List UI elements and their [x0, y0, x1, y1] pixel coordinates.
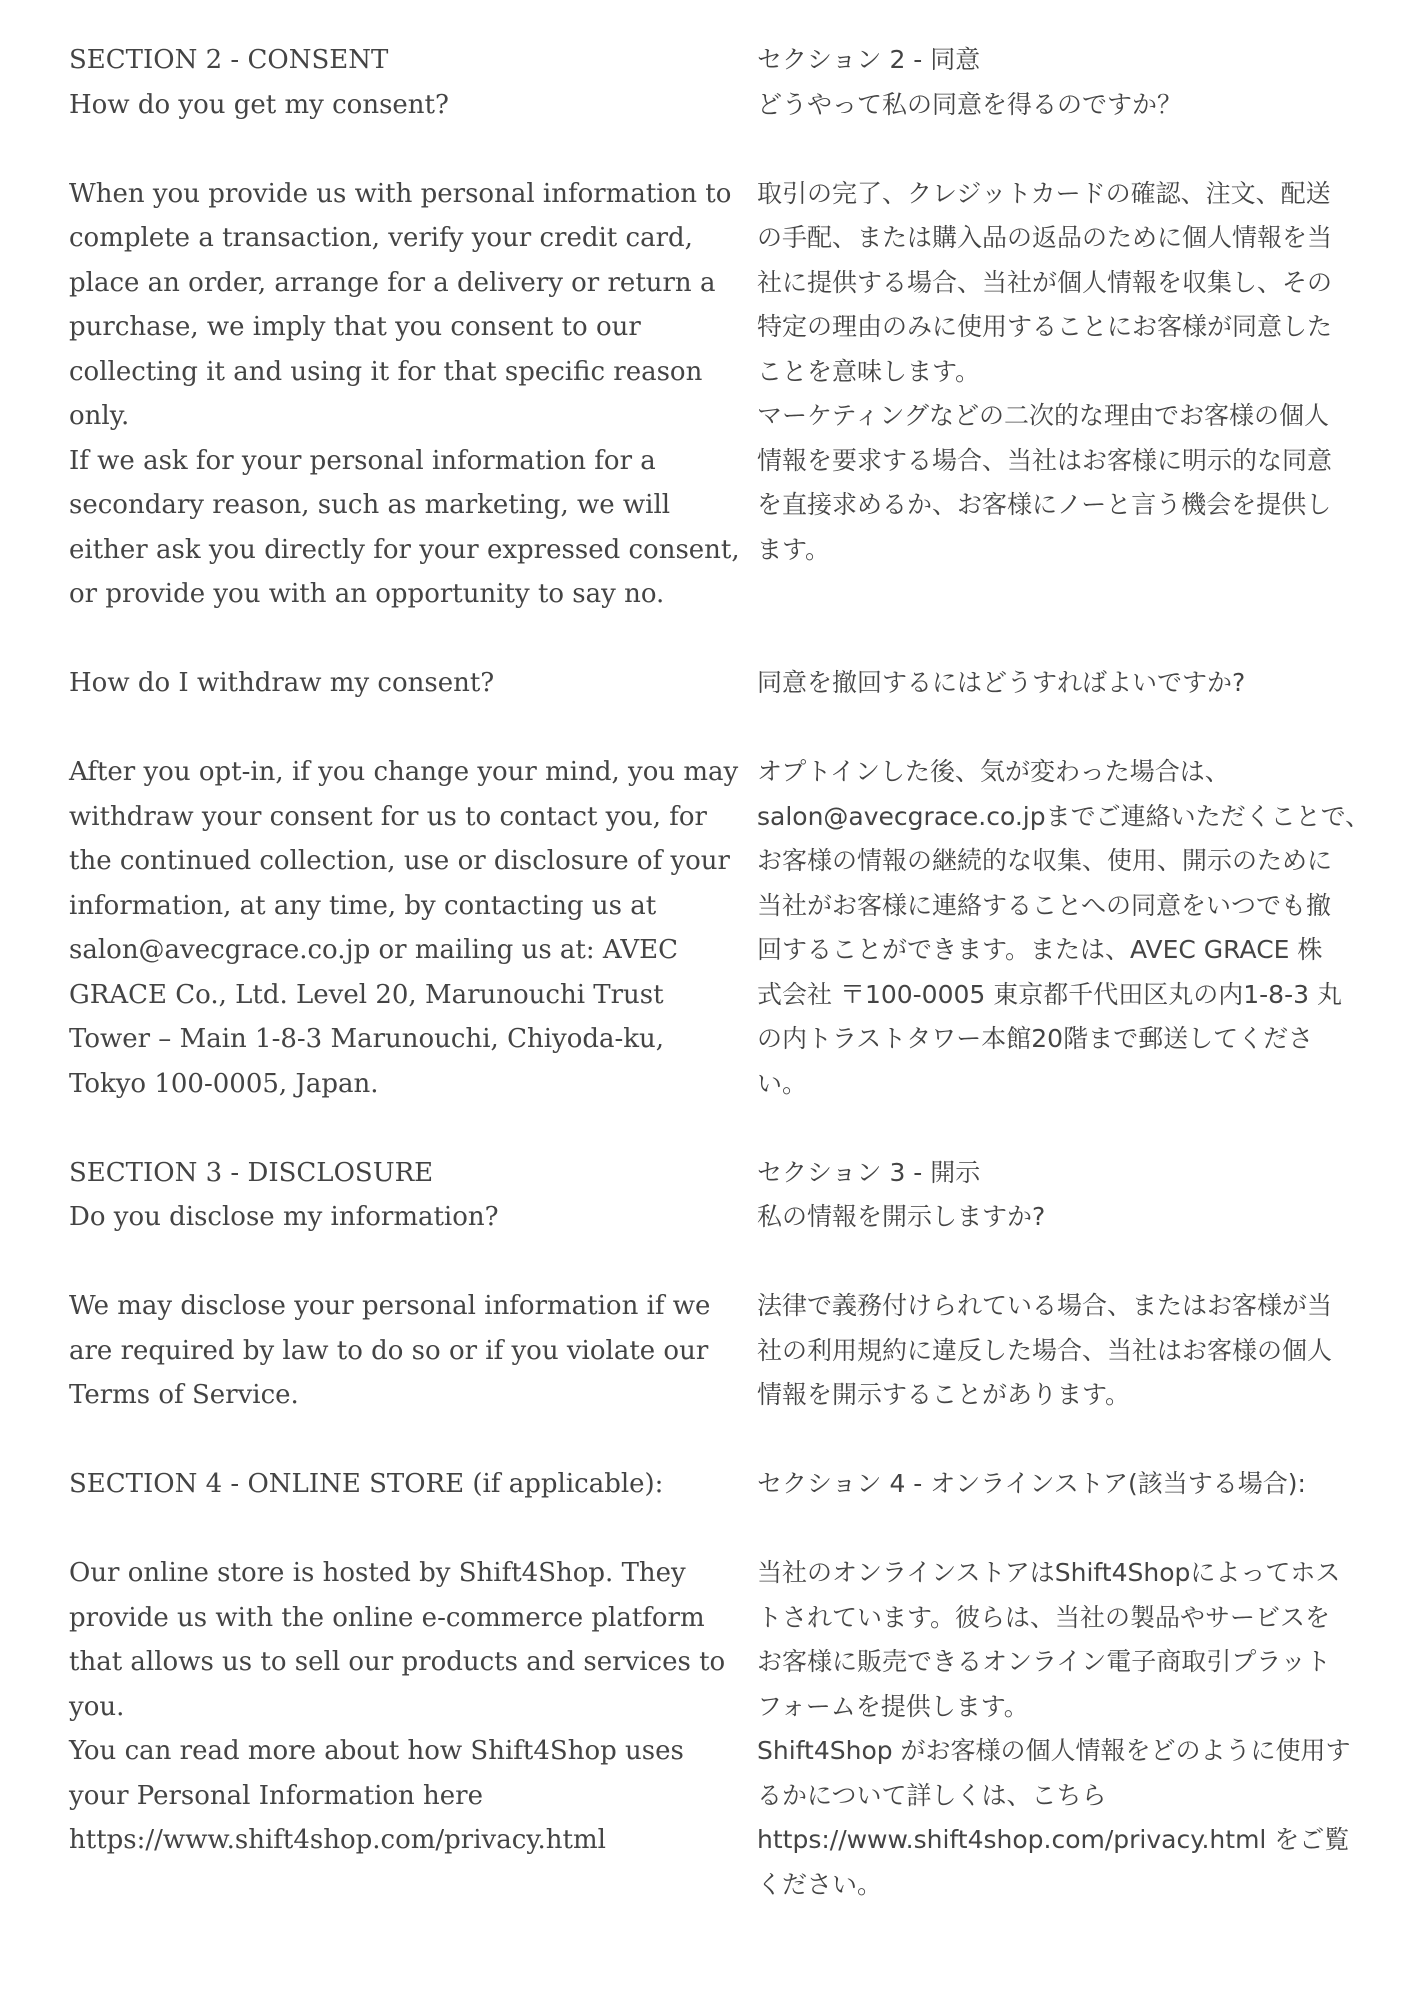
- section-3-heading-ja: セクション 3 - 開示: [757, 1157, 981, 1187]
- withdraw-paragraph: After you opt-in, if you change your mind, you may withdraw your consent for us to contact you, for the continued collection, use or disclosure of your information, at any time, by contacting us at salon@avecgrace.co.jp or mailing us at: AVEC GRACE Co., Ltd. Level 20, Marunouchi Trust Tower – Main 1-8-3 Marunouchi, Chiyoda-ku, Tokyo 100-0005, Japan.: [69, 757, 739, 1099]
- english-column: [69, 38, 740, 1863]
- shift4shop-info-paragraph-ja: Shift4Shop がお客様の個人情報をどのように使用す るかについて詳しくは、こちら https://www.shift4shop.com/privacy.html をご覧 ください。: [757, 1729, 1397, 1907]
- consent-question: How do you get my consent?: [69, 89, 449, 120]
- disclosure-question: Do you disclose my information?: [69, 1202, 499, 1232]
- consent-paragraph: When you provide us with personal information to complete a transaction, verify your credit card, place an order, arrange for a delivery or return a purchase, we imply that you consent to our collecting it and using it for that specific reason only.: [69, 178, 732, 431]
- withdraw-question: How do I withdraw my consent?: [69, 668, 495, 698]
- consent-question-ja: どうやって私の同意を得るのですか？: [757, 89, 1183, 119]
- secondary-consent-paragraph: If we ask for your personal information for a secondary reason, such as marketing, we will either ask you directly for your expressed consent, or provide you with an opportunity to say no.: [69, 445, 740, 609]
- section-4-heading: SECTION 4 - ONLINE STORE (if applicable):: [69, 1469, 664, 1499]
- disclosure-question-ja: 私の情報を開示しますか?: [757, 1202, 1046, 1231]
- consent-paragraph-ja: 取引の完了、クレジットカードの確認、注文、配送 の手配、または購入品の返品のために個人情報を当 社に提供する場合、当社が個人情報を収集し、その 特定の理由のみに使用することにお客様が同意した ことを意味します。: [757, 178, 1333, 386]
- disclosure-paragraph: We may disclose your personal information if we are required by law to do so or if you violate our Terms of Service.: [69, 1291, 711, 1410]
- privacy-policy-link-ja[interactable]: https://www.shift4shop.com/privacy.html をご覧: [757, 1825, 1350, 1854]
- privacy-policy-link[interactable]: https://www.shift4shop.com/privacy.html: [69, 1825, 606, 1855]
- section-2-heading-ja: セクション 2 - 同意: [757, 45, 981, 74]
- secondary-consent-paragraph-ja: マーケティングなどの二次的な理由でお客様の個人 情報を要求する場合、当社はお客様に明示的な同意 を直接求めるか、お客様にノーと言う機会を提供し ます。: [757, 401, 1333, 564]
- withdraw-paragraph-ja: オプトインした後、気が変わった場合は、 salon@avecgrace.co.jpまでご連絡いただくことで、 お客様の情報の継続的な収集、使用、開示のために 当社がお客様に連絡することへの同意をいつでも撤 回することができます。または、AVEC GRACE 株 式会社 〒100-0005 東京都千代田区丸の内1-8-3 丸 の内トラストタワー本館20階まで郵送してくださ い。: [757, 757, 1371, 1098]
- online-store-paragraph-ja: 当社のオンラインストアはShift4Shopによってホス トされています。彼らは、当社の製品やサービスを お客様に販売できるオンライン電子商取引プラット フォームを提供します。: [757, 1558, 1341, 1721]
- withdraw-question-ja: 同意を撤回するにはどうすればよいですか?: [757, 668, 1246, 697]
- japanese-column: [757, 38, 1397, 1907]
- shift4shop-info-paragraph: You can read more about how Shift4Shop uses your Personal Information here https://www.shift4shop.com/privacy.html: [69, 1729, 709, 1863]
- section-4-heading-ja: セクション 4 - オンラインストア(該当する場合):: [757, 1469, 1306, 1498]
- disclosure-paragraph-ja: 法律で義務付けられている場合、またはお客様が当 社の利用規約に違反した場合、当社はお客様の個人 情報を開示することがあります。: [757, 1291, 1333, 1409]
- online-store-paragraph: Our online store is hosted by Shift4Shop. They provide us with the online e-commerce platform that allows us to sell our products and services to you.: [69, 1558, 726, 1722]
- section-3-heading: SECTION 3 - DISCLOSURE: [69, 1157, 434, 1188]
- section-2-heading: SECTION 2 - CONSENT: [69, 45, 389, 75]
